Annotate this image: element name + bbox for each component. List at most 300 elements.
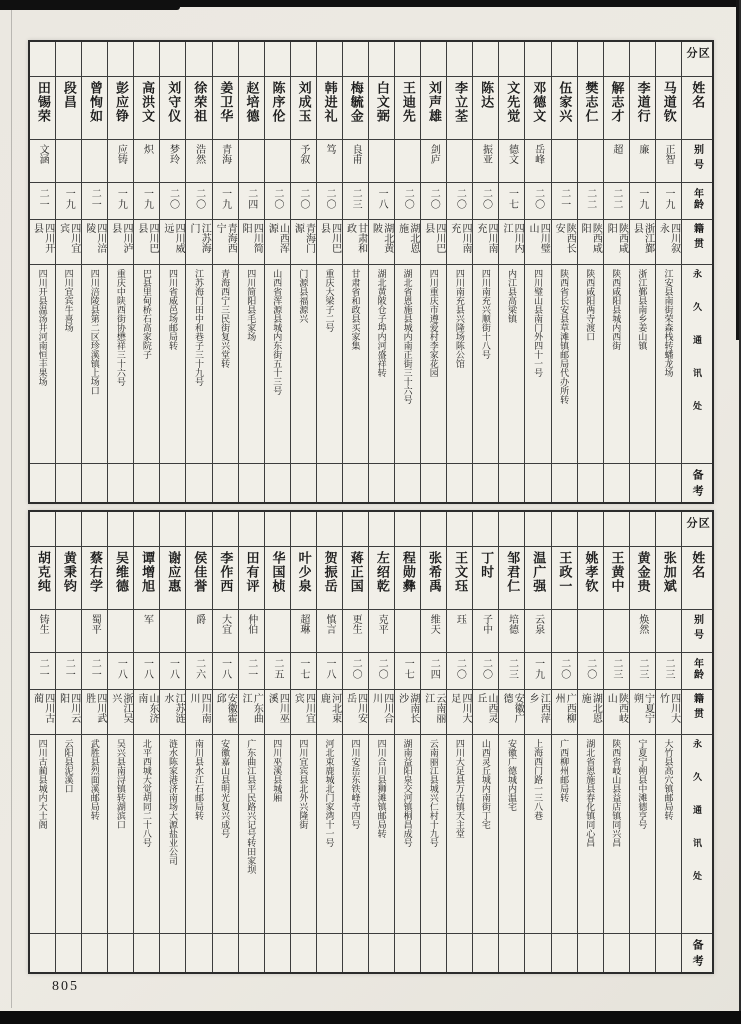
person-address bbox=[656, 734, 681, 933]
person-alias-text: 梦玲 bbox=[167, 144, 179, 164]
person-age bbox=[525, 652, 550, 689]
person-origin bbox=[265, 689, 290, 734]
person-alias-text: 慎言 bbox=[323, 614, 335, 634]
person-column bbox=[629, 512, 655, 972]
person-age-text: 二四 bbox=[428, 658, 440, 680]
person-origin-text: 广东曲江 bbox=[240, 693, 263, 723]
person-category bbox=[395, 42, 420, 76]
person-address bbox=[604, 264, 629, 463]
person-category bbox=[213, 512, 238, 546]
person-column bbox=[655, 512, 681, 972]
person-origin bbox=[317, 219, 342, 264]
person-category bbox=[656, 512, 681, 546]
person-origin bbox=[56, 219, 81, 264]
person-name bbox=[552, 76, 577, 139]
person-origin bbox=[552, 689, 577, 734]
person-age bbox=[317, 182, 342, 219]
person-notes bbox=[30, 463, 55, 502]
person-name bbox=[447, 546, 472, 609]
person-origin bbox=[395, 689, 420, 734]
person-notes bbox=[160, 463, 185, 502]
person-column bbox=[420, 512, 446, 972]
person-address-text: 湖南益阳泉交河镇桐昌成号 bbox=[402, 739, 413, 847]
person-address bbox=[499, 264, 524, 463]
person-age bbox=[630, 182, 655, 219]
person-name bbox=[343, 76, 368, 139]
row-header-alias-text: 别号 bbox=[691, 144, 703, 174]
person-name bbox=[134, 546, 159, 609]
person-category bbox=[499, 512, 524, 546]
person-age bbox=[186, 652, 211, 689]
person-address-text: 四川宜宾县北外兴隆街 bbox=[298, 739, 309, 829]
person-age bbox=[160, 182, 185, 219]
person-name-text: 伍家兴 bbox=[557, 81, 573, 123]
person-origin-text: 陕西咸阳 bbox=[579, 223, 602, 253]
person-alias-text: 炽 bbox=[141, 144, 153, 154]
person-origin-text: 四川南充 bbox=[474, 223, 498, 253]
row-header-name bbox=[682, 546, 712, 609]
person-name-text: 樊志仁 bbox=[583, 81, 599, 123]
person-notes bbox=[447, 933, 472, 972]
person-origin bbox=[525, 689, 550, 734]
person-alias bbox=[421, 139, 446, 182]
person-address-text: 广东曲江县平民路兴记号转田家坝 bbox=[246, 739, 257, 874]
person-name-text: 高洪文 bbox=[140, 81, 156, 123]
person-origin bbox=[82, 689, 107, 734]
person-name bbox=[213, 76, 238, 139]
person-address bbox=[30, 264, 55, 463]
person-origin-text: 山西灵丘 bbox=[474, 693, 498, 723]
person-column bbox=[133, 42, 159, 502]
person-origin-text: 四川威远 bbox=[161, 223, 185, 253]
person-name-text: 贺振岳 bbox=[322, 551, 338, 593]
person-age bbox=[265, 652, 290, 689]
person-name bbox=[525, 546, 550, 609]
person-age-text: 二〇 bbox=[454, 188, 466, 210]
person-age bbox=[656, 182, 681, 219]
person-address-text: 涟水陈家港济南场大源盐业公司 bbox=[167, 739, 178, 865]
person-address bbox=[343, 264, 368, 463]
person-alias-text: 笃 bbox=[323, 144, 335, 154]
person-alias bbox=[82, 139, 107, 182]
person-age bbox=[630, 652, 655, 689]
person-address-text: 湖北省恩施县城内南正街三十六号 bbox=[402, 269, 413, 404]
person-age bbox=[186, 182, 211, 219]
person-name bbox=[30, 76, 55, 139]
person-alias bbox=[160, 609, 185, 652]
row-header-name-text: 姓名 bbox=[690, 551, 706, 579]
person-address-text: 四川重庆市遵爱村李家花园 bbox=[428, 269, 439, 377]
person-alias bbox=[56, 139, 81, 182]
person-address-text: 四川巫溪县城厢 bbox=[272, 739, 283, 802]
person-notes bbox=[604, 933, 629, 972]
person-age bbox=[421, 652, 446, 689]
person-origin-text: 陕西咸阳 bbox=[605, 223, 628, 253]
person-name-text: 叶少泉 bbox=[296, 551, 312, 593]
person-origin-text: 宁夏宁朔 bbox=[631, 693, 654, 723]
person-category bbox=[473, 42, 498, 76]
person-category bbox=[265, 512, 290, 546]
person-address bbox=[186, 264, 211, 463]
person-age bbox=[108, 652, 133, 689]
person-column bbox=[472, 512, 498, 972]
person-age-text: 二〇 bbox=[480, 188, 492, 210]
person-address-text: 山西省浑源县城内东街五十三号 bbox=[272, 269, 283, 395]
row-header-origin-text: 籍贯 bbox=[691, 693, 703, 723]
person-category bbox=[160, 512, 185, 546]
person-name bbox=[160, 546, 185, 609]
person-alias-text: 蜀平 bbox=[89, 614, 101, 634]
person-age-text: 二〇 bbox=[558, 658, 570, 680]
person-alias-text: 振亚 bbox=[480, 144, 492, 164]
person-name bbox=[473, 76, 498, 139]
person-name-text: 邹君仁 bbox=[505, 551, 521, 593]
person-origin-text: 河北束鹿 bbox=[318, 693, 341, 723]
person-name-text: 田有评 bbox=[244, 551, 260, 593]
person-age-text: 一八 bbox=[167, 658, 179, 680]
person-alias bbox=[239, 609, 264, 652]
person-age-text: 一七 bbox=[402, 658, 414, 680]
person-origin-text: 甘肃和政 bbox=[344, 223, 367, 253]
person-name-text: 曾恂如 bbox=[87, 81, 103, 123]
person-notes bbox=[630, 463, 655, 502]
person-address bbox=[317, 734, 342, 933]
person-address-text: 武胜县烈面溪邮局转 bbox=[89, 739, 100, 820]
person-age bbox=[291, 652, 316, 689]
person-address bbox=[369, 264, 394, 463]
person-alias-text: 维天 bbox=[428, 614, 440, 634]
person-origin-text: 四川涪陵 bbox=[83, 223, 106, 253]
row-header-category bbox=[682, 42, 712, 76]
person-category bbox=[395, 512, 420, 546]
person-address-text: 重庆大梁子二号 bbox=[324, 269, 335, 332]
person-alias-text: 珏 bbox=[454, 614, 466, 624]
person-address bbox=[473, 734, 498, 933]
person-alias bbox=[473, 139, 498, 182]
person-alias bbox=[108, 609, 133, 652]
person-notes bbox=[239, 933, 264, 972]
person-origin-text: 四川简阳 bbox=[240, 223, 263, 253]
person-address-text: 陕西省长安县草滩镇邮局代办所转 bbox=[559, 269, 570, 404]
person-age bbox=[30, 182, 55, 219]
person-address bbox=[56, 734, 81, 933]
person-alias bbox=[421, 609, 446, 652]
person-alias-text: 军 bbox=[141, 614, 153, 624]
person-alias bbox=[239, 139, 264, 182]
person-name bbox=[265, 546, 290, 609]
person-age-text: 二〇 bbox=[402, 188, 414, 210]
person-alias bbox=[630, 609, 655, 652]
person-address-text: 四川璧山县南门外四十一号 bbox=[533, 269, 544, 377]
person-age-text: 二三 bbox=[636, 658, 648, 680]
person-name bbox=[369, 546, 394, 609]
person-column bbox=[159, 512, 185, 972]
person-address-text: 四川省威邑场邮局转 bbox=[167, 269, 178, 350]
person-age-text: 二一 bbox=[89, 188, 101, 210]
person-alias-text: 子中 bbox=[480, 614, 492, 634]
person-column bbox=[55, 512, 81, 972]
person-category bbox=[134, 42, 159, 76]
row-header-address bbox=[682, 264, 712, 463]
person-name bbox=[213, 546, 238, 609]
person-column bbox=[290, 512, 316, 972]
person-category bbox=[630, 512, 655, 546]
person-notes bbox=[630, 933, 655, 972]
person-address bbox=[578, 734, 603, 933]
person-address bbox=[578, 264, 603, 463]
person-age-text: 二三 bbox=[610, 658, 622, 680]
person-name-text: 胡克纯 bbox=[35, 551, 51, 593]
person-origin bbox=[656, 219, 681, 264]
person-name bbox=[525, 76, 550, 139]
person-age-text: 一九 bbox=[663, 188, 674, 210]
person-origin bbox=[421, 219, 446, 264]
person-address-text: 重庆中陕西街协懋祥三十六号 bbox=[115, 269, 126, 386]
person-notes bbox=[82, 933, 107, 972]
person-address-text: 陕西省岐山县益店镇同兴昌 bbox=[611, 739, 622, 847]
person-name-text: 丁时 bbox=[479, 551, 495, 579]
person-origin bbox=[160, 219, 185, 264]
person-age bbox=[473, 182, 498, 219]
person-name bbox=[317, 546, 342, 609]
person-age-text: 二一 bbox=[37, 658, 49, 680]
person-age bbox=[343, 652, 368, 689]
person-column bbox=[264, 512, 290, 972]
person-column bbox=[629, 42, 655, 502]
person-address-text: 四川宜宾牛喜场 bbox=[63, 269, 74, 332]
person-alias-text: 浩然 bbox=[193, 144, 205, 164]
person-age-text: 二〇 bbox=[454, 658, 466, 680]
person-origin bbox=[421, 689, 446, 734]
person-age-text: 一七 bbox=[506, 188, 518, 210]
person-category bbox=[552, 512, 577, 546]
person-alias bbox=[473, 609, 498, 652]
person-column bbox=[30, 512, 55, 972]
person-address bbox=[108, 264, 133, 463]
person-address bbox=[160, 734, 185, 933]
person-name-text: 白文弼 bbox=[374, 81, 390, 123]
person-age bbox=[499, 652, 524, 689]
person-address-text: 四川开县温汤井河南恒丰果场 bbox=[37, 269, 48, 386]
person-category bbox=[578, 42, 603, 76]
person-alias bbox=[395, 609, 420, 652]
person-name bbox=[265, 76, 290, 139]
person-alias-text: 铸生 bbox=[37, 614, 49, 634]
person-category bbox=[108, 42, 133, 76]
person-age-text: 二一 bbox=[63, 658, 75, 680]
person-origin-text: 安徽广德 bbox=[500, 693, 524, 723]
person-age-text: 一八 bbox=[141, 658, 153, 680]
person-address bbox=[186, 734, 211, 933]
person-category bbox=[369, 512, 394, 546]
person-column bbox=[446, 512, 472, 972]
person-origin bbox=[291, 689, 316, 734]
person-alias bbox=[525, 609, 550, 652]
person-origin bbox=[604, 689, 629, 734]
person-alias-text: 大宜 bbox=[219, 614, 231, 634]
person-category bbox=[134, 512, 159, 546]
person-name bbox=[656, 546, 681, 609]
person-column bbox=[603, 512, 629, 972]
person-column bbox=[394, 512, 420, 972]
person-origin bbox=[213, 689, 238, 734]
person-category bbox=[447, 42, 472, 76]
person-column bbox=[551, 42, 577, 502]
row-header-age bbox=[682, 652, 712, 689]
person-name-text: 程勋彝 bbox=[400, 551, 416, 593]
person-name bbox=[473, 546, 498, 609]
person-name bbox=[343, 546, 368, 609]
row-header-name bbox=[682, 76, 712, 139]
person-address bbox=[447, 264, 472, 463]
person-origin bbox=[630, 689, 655, 734]
person-name-text: 左绍乾 bbox=[374, 551, 390, 593]
person-alias bbox=[186, 139, 211, 182]
person-name-text: 王迪先 bbox=[400, 81, 416, 123]
person-age-text: 二三 bbox=[506, 658, 518, 680]
person-alias bbox=[108, 139, 133, 182]
person-address-text: 内江县高梁镇 bbox=[506, 269, 517, 323]
person-category bbox=[630, 42, 655, 76]
person-age-text: 二〇 bbox=[428, 188, 440, 210]
person-alias bbox=[30, 609, 55, 652]
row-header-notes bbox=[682, 933, 712, 972]
person-column bbox=[238, 512, 264, 972]
person-origin-text: 四川武胜 bbox=[83, 693, 106, 723]
person-category bbox=[317, 42, 342, 76]
person-alias bbox=[343, 139, 368, 182]
person-alias-text: 爵 bbox=[193, 614, 205, 624]
person-age bbox=[369, 182, 394, 219]
person-name bbox=[447, 76, 472, 139]
person-age bbox=[421, 182, 446, 219]
person-name-text: 姜卫华 bbox=[218, 81, 234, 123]
person-category bbox=[317, 512, 342, 546]
person-column bbox=[290, 42, 316, 502]
person-category bbox=[499, 42, 524, 76]
person-address bbox=[291, 734, 316, 933]
person-name-text: 李道行 bbox=[635, 81, 651, 123]
person-alias bbox=[656, 609, 681, 652]
person-column bbox=[342, 42, 368, 502]
person-column bbox=[342, 512, 368, 972]
person-name-text: 刘成玉 bbox=[296, 81, 312, 123]
person-origin-text: 四川巴县 bbox=[135, 223, 159, 253]
person-origin bbox=[82, 219, 107, 264]
person-name bbox=[317, 76, 342, 139]
person-address bbox=[395, 734, 420, 933]
person-address bbox=[134, 734, 159, 933]
person-age bbox=[604, 182, 629, 219]
person-name bbox=[186, 546, 211, 609]
person-address-text: 门源县福源兴 bbox=[298, 269, 309, 323]
person-age bbox=[265, 182, 290, 219]
person-origin bbox=[369, 219, 394, 264]
person-notes bbox=[82, 463, 107, 502]
row-header-category-text: 区分 bbox=[684, 47, 710, 63]
person-name bbox=[239, 76, 264, 139]
person-alias bbox=[213, 609, 238, 652]
person-notes bbox=[317, 933, 342, 972]
person-name-text: 文先觉 bbox=[505, 81, 521, 123]
person-name-text: 邓德文 bbox=[531, 81, 547, 123]
person-age bbox=[213, 652, 238, 689]
person-name bbox=[421, 546, 446, 609]
person-column bbox=[133, 512, 159, 972]
person-notes bbox=[552, 463, 577, 502]
person-age-text: 二五 bbox=[271, 658, 283, 680]
person-notes bbox=[213, 463, 238, 502]
person-notes bbox=[56, 933, 81, 972]
scan-edge-bottom bbox=[0, 1011, 741, 1024]
person-origin-text: 浙江吴兴 bbox=[109, 693, 132, 723]
person-age-text: 一九 bbox=[219, 188, 231, 210]
person-name bbox=[30, 546, 55, 609]
row-header-column bbox=[681, 42, 712, 502]
row-header-notes-text: 备考 bbox=[691, 469, 704, 501]
person-address-text: 四川南充县兴隆场陈公馆 bbox=[454, 269, 465, 368]
person-alias bbox=[604, 609, 629, 652]
person-age-text: 二一 bbox=[558, 188, 570, 210]
person-address bbox=[82, 264, 107, 463]
person-category bbox=[265, 42, 290, 76]
registry-tables bbox=[28, 40, 714, 974]
person-address bbox=[213, 734, 238, 933]
person-alias bbox=[291, 139, 316, 182]
person-address-text: 山西灵丘城内南街丁宅 bbox=[480, 739, 491, 829]
person-origin-text: 四川泸县 bbox=[109, 223, 132, 253]
person-origin bbox=[578, 219, 603, 264]
person-notes bbox=[343, 933, 368, 972]
person-category bbox=[239, 42, 264, 76]
person-name bbox=[291, 546, 316, 609]
person-category bbox=[56, 42, 81, 76]
person-age-text: 一九 bbox=[63, 188, 75, 210]
person-category bbox=[160, 42, 185, 76]
person-origin bbox=[447, 689, 472, 734]
person-alias bbox=[630, 139, 655, 182]
scan-edge-left-line bbox=[11, 10, 12, 1008]
person-alias-text: 克平 bbox=[376, 614, 388, 634]
person-name bbox=[656, 76, 681, 139]
person-name-text: 吴维德 bbox=[114, 551, 130, 593]
person-name bbox=[56, 76, 81, 139]
person-notes bbox=[421, 933, 446, 972]
person-category bbox=[56, 512, 81, 546]
person-name-text: 黄秉钧 bbox=[61, 551, 77, 593]
person-address-text: 云阳县泥溪口 bbox=[63, 739, 74, 793]
person-alias-text: 更生 bbox=[350, 614, 362, 634]
person-name-text: 王政一 bbox=[557, 551, 573, 593]
person-name-text: 王黄中 bbox=[609, 551, 625, 593]
person-alias bbox=[213, 139, 238, 182]
person-origin-text: 湖北黄陂 bbox=[370, 223, 393, 253]
person-name bbox=[421, 76, 446, 139]
person-age-text: 二一 bbox=[37, 188, 49, 210]
person-alias bbox=[499, 609, 524, 652]
person-notes bbox=[186, 933, 211, 972]
person-category bbox=[213, 42, 238, 76]
person-origin-text: 四川内江 bbox=[500, 223, 524, 253]
person-origin bbox=[395, 219, 420, 264]
person-address-text: 四川安岳东铁峰寺四号 bbox=[350, 739, 361, 829]
person-origin bbox=[343, 689, 368, 734]
person-address-text: 陕西咸阳两寺渡口 bbox=[585, 269, 596, 341]
row-header-category-text: 区分 bbox=[684, 517, 710, 533]
person-alias bbox=[525, 139, 550, 182]
person-name-text: 梅毓金 bbox=[348, 81, 364, 123]
person-alias bbox=[291, 609, 316, 652]
